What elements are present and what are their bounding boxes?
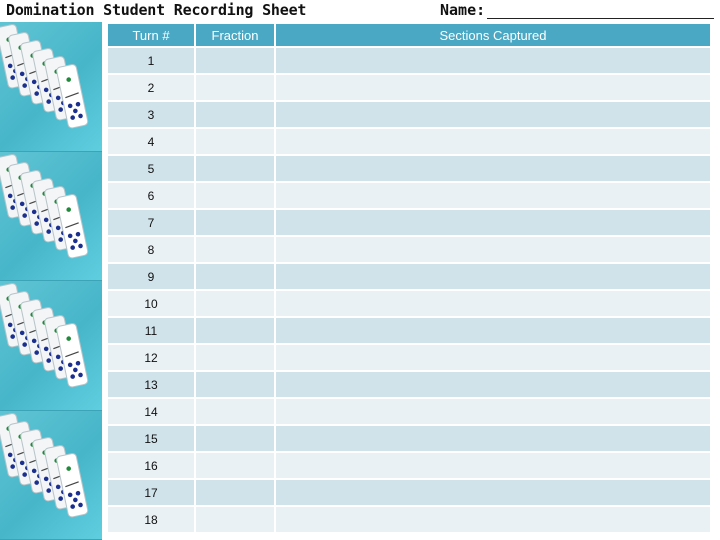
sections-cell[interactable] — [276, 453, 710, 478]
dominoes-illustration — [0, 152, 102, 278]
fraction-cell[interactable] — [196, 264, 274, 289]
table-row — [108, 426, 710, 451]
table-row — [108, 237, 710, 262]
domino-image-panel — [0, 281, 102, 411]
turn-cell: 13 — [108, 372, 194, 397]
sections-cell[interactable] — [276, 264, 710, 289]
table-row — [108, 453, 710, 478]
table-row — [108, 102, 710, 127]
name-field[interactable] — [440, 1, 714, 19]
sections-cell[interactable] — [276, 318, 710, 343]
turn-cell: 2 — [108, 75, 194, 100]
fraction-cell[interactable] — [196, 507, 274, 532]
table-row — [108, 129, 710, 154]
column-header-sections: Sections Captured — [276, 24, 710, 46]
turn-cell: 12 — [108, 345, 194, 370]
dominoes-illustration — [0, 411, 102, 537]
table-row — [108, 210, 710, 235]
fraction-cell[interactable] — [196, 183, 274, 208]
turn-cell: 4 — [108, 129, 194, 154]
table-row — [108, 291, 710, 316]
turn-cell: 3 — [108, 102, 194, 127]
table-row — [108, 156, 710, 181]
domino-image-panel — [0, 152, 102, 282]
turn-cell: 6 — [108, 183, 194, 208]
sections-cell[interactable] — [276, 156, 710, 181]
dominoes-illustration — [0, 22, 102, 148]
turn-cell: 14 — [108, 399, 194, 424]
fraction-cell[interactable] — [196, 318, 274, 343]
domino-image-column — [0, 22, 102, 540]
name-label: Name: — [440, 1, 486, 19]
turn-cell: 10 — [108, 291, 194, 316]
fraction-cell[interactable] — [196, 75, 274, 100]
sections-cell[interactable] — [276, 210, 710, 235]
table-row — [108, 183, 710, 208]
sections-cell[interactable] — [276, 102, 710, 127]
column-header-turn: Turn # — [108, 24, 194, 46]
fraction-cell[interactable] — [196, 345, 274, 370]
sheet-title: Domination Student Recording Sheet — [6, 1, 307, 19]
domino-image-panel — [0, 411, 102, 540]
fraction-cell[interactable] — [196, 210, 274, 235]
turn-cell: 15 — [108, 426, 194, 451]
domino-image-panel — [0, 22, 102, 152]
table-row — [108, 48, 710, 73]
name-blank-line[interactable] — [487, 4, 714, 19]
sections-cell[interactable] — [276, 345, 710, 370]
turn-cell: 1 — [108, 48, 194, 73]
table-row — [108, 318, 710, 343]
table-row — [108, 264, 710, 289]
dominoes-illustration — [0, 281, 102, 407]
table-row — [108, 480, 710, 505]
sections-cell[interactable] — [276, 291, 710, 316]
fraction-cell[interactable] — [196, 48, 274, 73]
fraction-cell[interactable] — [196, 156, 274, 181]
table-row — [108, 507, 710, 532]
turn-cell: 17 — [108, 480, 194, 505]
sections-cell[interactable] — [276, 183, 710, 208]
recording-table — [106, 22, 712, 534]
sections-cell[interactable] — [276, 399, 710, 424]
sections-cell[interactable] — [276, 48, 710, 73]
turn-cell: 8 — [108, 237, 194, 262]
sections-cell[interactable] — [276, 480, 710, 505]
turn-cell: 16 — [108, 453, 194, 478]
turn-cell: 5 — [108, 156, 194, 181]
fraction-cell[interactable] — [196, 426, 274, 451]
table-row — [108, 75, 710, 100]
table-row — [108, 399, 710, 424]
fraction-cell[interactable] — [196, 453, 274, 478]
table-row — [108, 372, 710, 397]
sections-cell[interactable] — [276, 75, 710, 100]
turn-cell: 11 — [108, 318, 194, 343]
turn-cell: 7 — [108, 210, 194, 235]
fraction-cell[interactable] — [196, 291, 274, 316]
sections-cell[interactable] — [276, 129, 710, 154]
fraction-cell[interactable] — [196, 237, 274, 262]
turn-cell: 18 — [108, 507, 194, 532]
turn-cell: 9 — [108, 264, 194, 289]
table-header-row — [108, 24, 710, 46]
sections-cell[interactable] — [276, 507, 710, 532]
fraction-cell[interactable] — [196, 102, 274, 127]
column-header-fraction: Fraction — [196, 24, 274, 46]
sections-cell[interactable] — [276, 372, 710, 397]
table-row — [108, 345, 710, 370]
fraction-cell[interactable] — [196, 372, 274, 397]
sections-cell[interactable] — [276, 237, 710, 262]
fraction-cell[interactable] — [196, 399, 274, 424]
fraction-cell[interactable] — [196, 480, 274, 505]
sections-cell[interactable] — [276, 426, 710, 451]
fraction-cell[interactable] — [196, 129, 274, 154]
